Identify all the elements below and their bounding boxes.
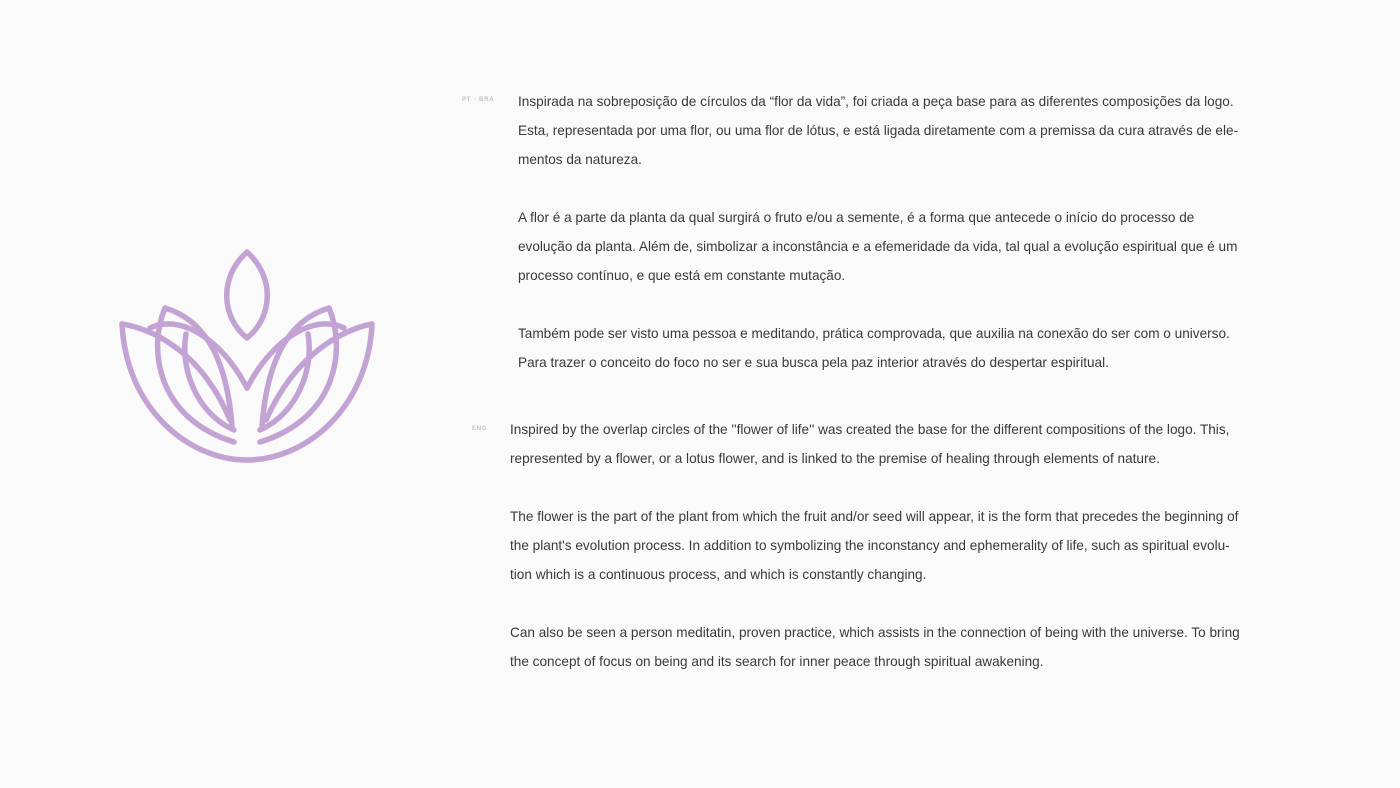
top-leaf [227, 252, 268, 338]
text-line: Para trazer o conceito do foco no ser e sua busca pela paz interior através do despertar espiritual. [518, 355, 1109, 370]
description-en [510, 415, 1310, 676]
lotus-logo-graphic [118, 248, 376, 468]
text-line: Também pode ser visto uma pessoa e meditando, prática comprovada, que auxilia na conexão do ser com o universo. [518, 326, 1230, 341]
paragraph [510, 502, 1310, 589]
text-line: tion which is a continuous process, and which is constantly changing. [510, 567, 927, 582]
text-line: processo contínuo, e que está em constante mutação. [518, 268, 846, 283]
text-line: Inspirada na sobreposição de círculos da “flor da vida”, foi criada a peça base para as diferentes composições da logo. [518, 94, 1234, 109]
paragraph [510, 618, 1310, 676]
language-tag-en: ENG [472, 426, 488, 432]
text-line: The flower is the part of the plant from which the fruit and/or seed will appear, it is the form that precedes the beginning of [510, 509, 1239, 524]
paragraph [518, 87, 1308, 174]
text-line: Esta, representada por uma flor, ou uma flor de lótus, e está ligada diretamente com a premissa da cura através de ele- [518, 123, 1239, 138]
text-line: evolução da planta. Além de, simbolizar a inconstância e a efemeridade da vida, tal qual a evolução espiritual que é um [518, 239, 1238, 254]
description-pt [518, 87, 1308, 377]
paragraph [518, 203, 1308, 290]
text-line: Inspired by the overlap circles of the ''flower of life'' was created the base for the different compositions of the logo. This, [510, 422, 1230, 437]
text-line: the concept of focus on being and its search for inner peace through spiritual awakening. [510, 654, 1044, 669]
paragraph [510, 415, 1310, 473]
lotus-flower-icon [118, 248, 376, 468]
text-line: the plant's evolution process. In addition to symbolizing the inconstancy and ephemerality of life, such as spiritual evolu- [510, 538, 1230, 553]
paragraph [518, 319, 1308, 377]
text-line: mentos da natureza. [518, 152, 642, 167]
text-line: represented by a flower, or a lotus flower, and is linked to the premise of healing through elements of nature. [510, 451, 1160, 466]
text-line: A flor é a parte da planta da qual surgirá o fruto e/ou a semente, é a forma que antecede o início do processo de [518, 210, 1195, 225]
language-tag-pt: PT - BRA [462, 97, 495, 103]
text-line: Can also be seen a person meditatin, proven practice, which assists in the connection of being with the universe. To bring [510, 625, 1240, 640]
